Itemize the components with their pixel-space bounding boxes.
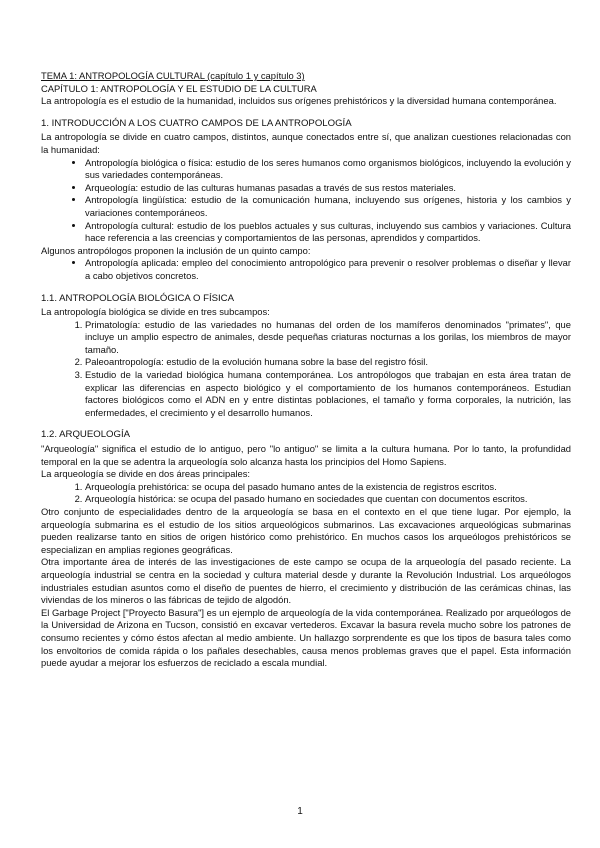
paragraph: Algunos antropólogos proponen la inclusión de un quinto campo: — [41, 244, 311, 256]
list-item: 1. Arqueología prehistórica: se ocupa del pasado humano antes de la existencia de registros escritos. — [85, 481, 571, 494]
list-item: 3. Estudio de la variedad biológica humana contemporánea. Los antropólogos que trabajan en esta área tratan de explicar las diferencias en aspecto biológico y el comportamiento de los humanos contemporáneos. Estudian factores biológicos como el ADN en y entre distintas poblaciones, el tamaño y forma corporales, la nutrición, las enfermedades, el crecimiento y el desarrollo humanos. — [85, 369, 571, 419]
list-item: • Antropología cultural: estudio de los pueblos actuales y sus culturas, incluyendo sus cambios y variaciones. Cultura hace referencia a las creencias y comportamientos de las personas, aprendidos y compartidos. — [85, 220, 571, 245]
list-item: • Arqueología: estudio de las culturas humanas pasadas a través de sus restos materiales. — [85, 182, 571, 195]
paragraph: La antropología biológica se divide en tres subcampos: — [41, 306, 270, 318]
paragraph: La antropología se divide en cuatro campos, distintos, aunque conectados entre sí, que analizan cuestiones relacionadas con la humanidad: — [41, 131, 571, 155]
list-item: • Antropología biológica o física: estudio de los seres humanos como organismos biológicos, incluyendo la evolución y sus variedades contemporáneas. — [85, 157, 571, 182]
paragraph: La arqueología se divide en dos áreas principales: — [41, 468, 250, 480]
page-number: 1 — [297, 806, 303, 817]
paragraph: "Arqueología" significa el estudio de lo antiguo, pero "lo antiguo" se limita a la cultura humana. Por lo tanto, la profundidad temporal en la que se adentra la arqueología solo alcanza hasta los principios del Homo Sapiens. — [41, 443, 571, 467]
section-heading-1-2: 1.2. ARQUEOLOGÍA — [41, 429, 131, 441]
list-item: 2. Paleoantropología: estudio de la evolución humana sobre la base del registro fósil. — [85, 356, 571, 369]
list-item: 2. Arqueología histórica: se ocupa del pasado humano en sociedades que cuentan con documentos escritos. — [85, 493, 571, 506]
bullet-list — [41, 157, 571, 245]
section-heading-1: 1. INTRODUCCIÓN A LOS CUATRO CAMPOS DE LA ANTROPOLOGÍA — [41, 117, 352, 129]
list-item: • Antropología lingüística: estudio de la comunicación humana, incluyendo sus orígenes, historia y los cambios y variaciones contemporáneos. — [85, 194, 571, 219]
numbered-list — [41, 319, 571, 420]
bullet-list — [41, 257, 571, 282]
section-heading-1-1: 1.1. ANTROPOLOGÍA BIOLÓGICA O FÍSICA — [41, 292, 234, 304]
chapter-title: CAPÍTULO 1: ANTROPOLOGÍA Y EL ESTUDIO DE LA CULTURA — [41, 82, 317, 94]
paragraph: El Garbage Project ["Proyecto Basura"] es un ejemplo de arqueología de la vida contemporánea. Realizado por arqueólogos de la Universidad de Arizona en Tucson, consistió en excavar vertederos. Excavar la basura revela mucho sobre los patrones de consumo recientes y cómo éstos afectan al medio ambiente. Un hallazgo sorprendente es que los tipos de basura tales como los envoltorios de comida rápida o los pañales desechables, causa menos problemas graves que el papel. Esta información puede ayudar a mejorar los esfuerzos de reciclado a escala mundial. — [41, 606, 571, 669]
list-item: 1. Primatología: estudio de las variedades no humanas del orden de los mamíferos denominados "primates", que incluye un amplio espectro de animales, desde pequeñas criaturas nocturnas a los gorilas, los miembros de mayor tamaño. — [85, 319, 571, 357]
intro-paragraph: La antropología es el estudio de la humanidad, incluidos sus orígenes prehistóricos y la diversidad humana contemporánea. — [41, 95, 557, 107]
numbered-list — [41, 481, 571, 506]
document-title: TEMA 1: ANTROPOLOGÍA CULTURAL (capítulo 1 y capítulo 3) — [41, 70, 305, 81]
document-page — [41, 70, 571, 670]
paragraph: Otro conjunto de especialidades dentro de la arqueología se basa en el contexto en el que tiene lugar. Por ejemplo, la arqueología submarina es el estudio de los sitios arqueológicos submarinos. Las excavaciones arqueológicas submarinas pueden realizarse tanto en sitios de origen histórico como prehistórico. En muchos casos los arqueólogos prehistóricos se especializan en amplias regiones geográficas. — [41, 506, 571, 555]
paragraph: Otra importante área de interés de las investigaciones de este campo se ocupa de la arqueología del pasado reciente. La arqueología industrial se centra en la sociedad y cultura material desde y durante la Revolución Industrial. Los arqueólogos industriales estudian asuntos como el diseño de puentes de hierro, el crecimiento y distribución de las cerámicas chinas, las viviendas de los mineros o las fábricas de tejido de algodón. — [41, 556, 571, 606]
list-item: • Antropología aplicada: empleo del conocimiento antropológico para prevenir o resolver problemas o diseñar y llevar a cabo objetivos concretos. — [85, 257, 571, 282]
